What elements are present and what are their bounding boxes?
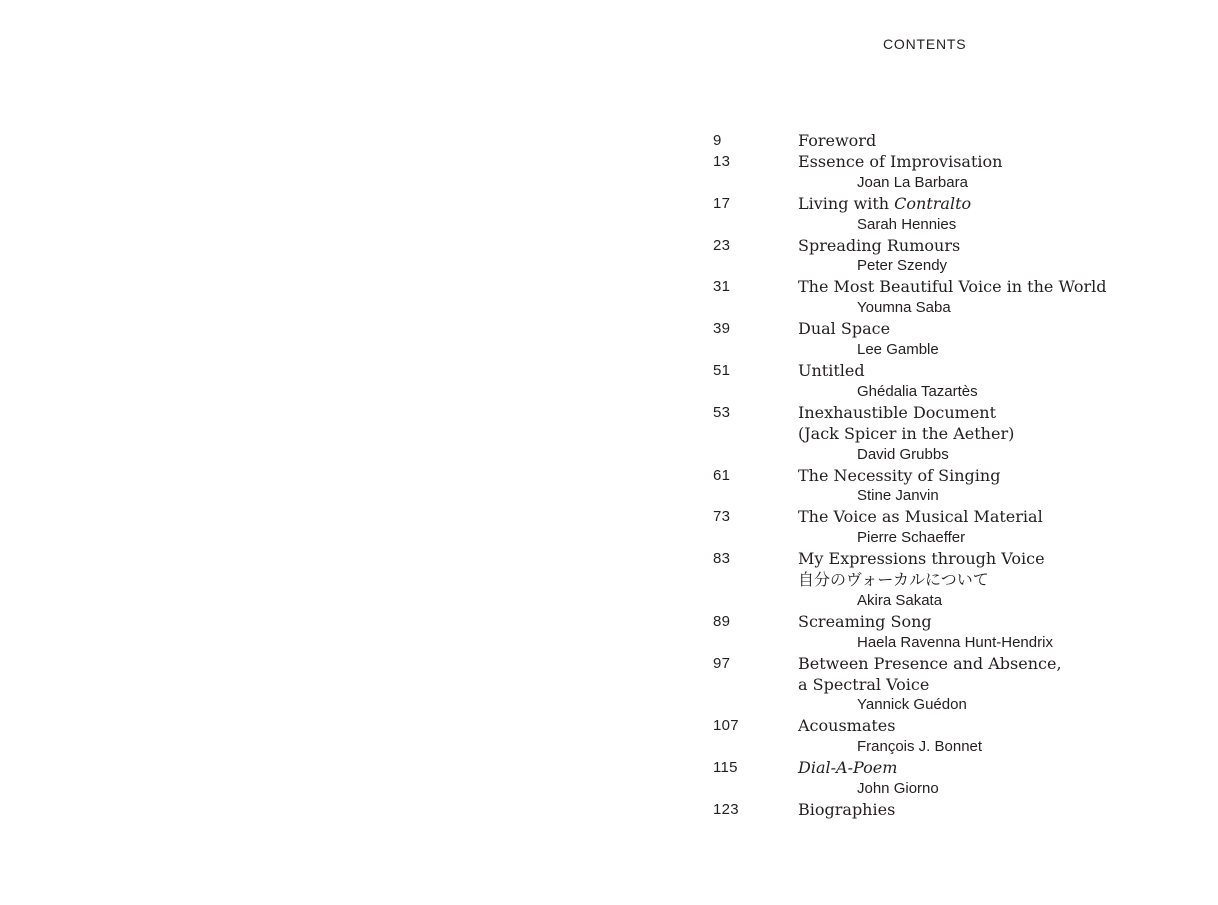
contents-heading: CONTENTS [883, 36, 967, 52]
toc-entry [713, 800, 1143, 821]
toc-title [798, 549, 1143, 591]
toc-title-segment: The Necessity of Singing [798, 465, 1001, 485]
toc-entry [713, 319, 1143, 361]
toc-title-segment: Inexhaustible Document [798, 402, 997, 422]
toc-title-line [798, 361, 1143, 382]
toc-title-segment: The Voice as Musical Material [798, 507, 1043, 527]
toc-title-line [798, 612, 1143, 633]
toc-author: Peter Szendy [857, 257, 948, 275]
toc-title [798, 194, 1143, 215]
toc-title-line [798, 654, 1143, 675]
toc-title [798, 319, 1143, 340]
toc-title-segment: 自分のヴォーカルについて [798, 570, 989, 590]
toc-author: Joan La Barbara [857, 173, 968, 191]
toc-title [798, 612, 1143, 633]
toc-title-line [798, 466, 1143, 487]
toc-entry [713, 466, 1143, 508]
toc-author: Yannick Guédon [857, 696, 967, 714]
toc-page-number: 51 [713, 361, 731, 379]
toc-title [798, 131, 1143, 152]
toc-title-segment: Acousmates [798, 716, 896, 736]
toc-entry [713, 236, 1143, 278]
toc-page-number: 53 [713, 403, 731, 421]
toc-title-line [798, 236, 1143, 257]
toc-entry [713, 549, 1143, 612]
toc-page-number: 31 [713, 278, 731, 296]
toc-page-number: 13 [713, 152, 731, 170]
toc-title-line [798, 549, 1143, 570]
toc-title [798, 466, 1143, 487]
toc-author: David Grubbs [857, 445, 949, 463]
toc-entry [713, 152, 1143, 194]
toc-title-line [798, 152, 1143, 173]
toc-author: Youmna Saba [857, 299, 951, 317]
toc-title-segment: My Expressions through Voice [798, 549, 1045, 569]
toc-title-line [798, 570, 1143, 591]
toc-title-segment: a Spectral Voice [798, 674, 930, 694]
toc-title-segment: Biographies [798, 800, 896, 819]
toc-author: Akira Sakata [857, 591, 943, 609]
toc-title [798, 716, 1143, 737]
toc-title-line [798, 194, 1143, 215]
toc-title-line [798, 424, 1143, 445]
toc-page-number: 9 [713, 132, 722, 149]
toc-entry [713, 194, 1143, 236]
toc-page-number: 83 [713, 550, 731, 568]
toc-title-line [798, 319, 1143, 340]
toc-page-number: 97 [713, 654, 731, 672]
toc-title [798, 507, 1143, 528]
toc-title [798, 403, 1143, 445]
toc-title [798, 654, 1143, 696]
toc-page-number: 107 [713, 717, 739, 735]
toc-title-segment: Screaming Song [798, 611, 932, 631]
toc-title [798, 758, 1143, 779]
toc-title-segment: Between Presence and Absence, [798, 653, 1062, 673]
toc-title-line [798, 800, 1143, 821]
toc-title-segment: Foreword [798, 131, 877, 150]
toc-author: Haela Ravenna Hunt-Hendrix [857, 633, 1053, 651]
toc-title-segment-italic: Contralto [894, 193, 972, 213]
toc-entry [713, 507, 1143, 549]
toc-author: Lee Gamble [857, 341, 939, 359]
toc-author: John Giorno [857, 780, 939, 798]
toc-page-number: 39 [713, 320, 731, 338]
toc-page-number: 115 [713, 759, 738, 777]
toc-title-line [798, 403, 1143, 424]
toc-page-number: 73 [713, 508, 731, 526]
toc-entry [713, 403, 1143, 466]
toc-title-line [798, 131, 1143, 152]
toc-title-line [798, 758, 1143, 779]
toc-page-number: 23 [713, 236, 731, 254]
toc-title-line [798, 507, 1143, 528]
toc-title-line [798, 277, 1143, 298]
toc-entry [713, 131, 1143, 152]
toc-page-number: 123 [713, 801, 739, 818]
toc-author: François J. Bonnet [857, 738, 983, 756]
toc-entry [713, 612, 1143, 654]
toc-author: Stine Janvin [857, 487, 939, 505]
toc-page-number: 61 [713, 466, 731, 484]
toc-entry [713, 758, 1143, 800]
toc-title-line [798, 716, 1143, 737]
toc-title-segment: Untitled [798, 360, 865, 380]
toc-title-line [798, 675, 1143, 696]
toc-title [798, 236, 1143, 257]
toc-title-segment: The Most Beautiful Voice in the World [798, 277, 1107, 297]
toc-title-segment: Dual Space [798, 319, 891, 339]
toc-author: Sarah Hennies [857, 215, 957, 233]
toc-author: Ghédalia Tazartès [857, 382, 978, 400]
toc-entry [713, 361, 1143, 403]
toc-title [798, 277, 1143, 298]
toc-title [798, 361, 1143, 382]
toc-page-number: 17 [713, 194, 731, 212]
toc-title-segment: Living with [798, 193, 895, 213]
toc-entry [713, 654, 1143, 717]
toc-entry [713, 277, 1143, 319]
toc-title-segment: (Jack Spicer in the Aether) [798, 423, 1015, 443]
toc-author: Pierre Schaeffer [857, 529, 966, 547]
toc-page-number: 89 [713, 612, 731, 630]
toc-title [798, 800, 1143, 821]
toc-title [798, 152, 1143, 173]
toc-title-segment: Spreading Rumours [798, 235, 961, 255]
toc-title-segment-italic: Dial-A-Poem [798, 758, 898, 778]
toc-title-segment: Essence of Improvisation [798, 151, 1003, 171]
toc-entry [713, 716, 1143, 758]
toc-list [713, 131, 1143, 821]
